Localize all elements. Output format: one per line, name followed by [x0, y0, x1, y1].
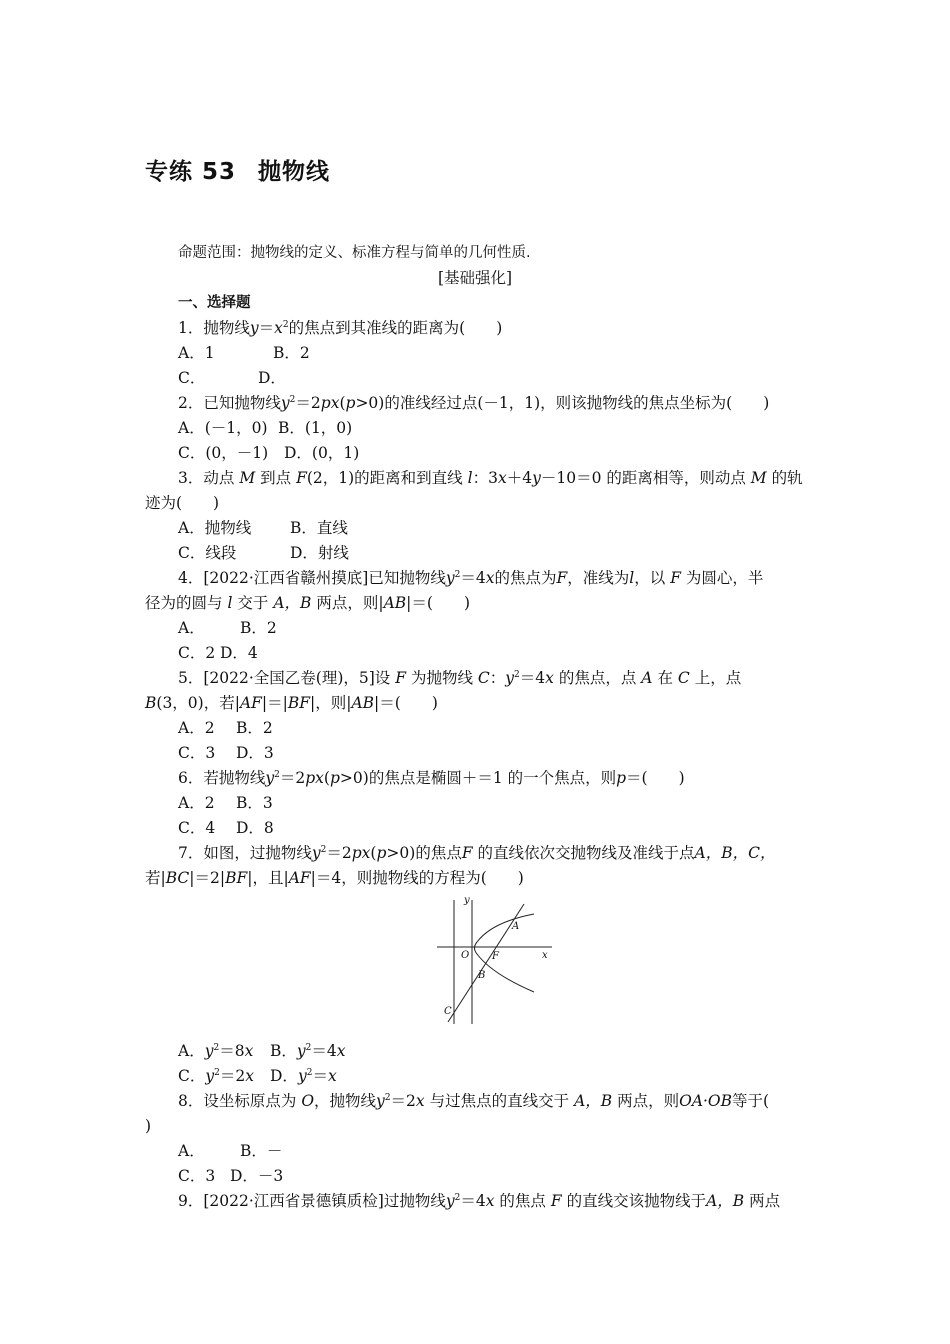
q8-options-ab: A． B．－ — [178, 1142, 283, 1160]
q7-options-cd: C．$y^2=2x$ D．$y^2=x$ — [178, 1067, 337, 1085]
fig-label-o: O — [461, 950, 470, 961]
q3-options-ab: A．抛物线 B．直线 — [178, 519, 348, 537]
fig-label-f: F — [492, 951, 499, 962]
question-6: 6．若抛物线$y^2=2px(p>0)$的焦点是椭圆＋＝1 的一个焦点，则p＝( ) — [178, 769, 685, 787]
question-2: 2．已知抛物线$y^2=2px(p>0)$的准线经过点(－1，1)，则该抛物线的焦点坐标为( ) — [178, 394, 770, 412]
fig-label-a: A — [512, 921, 520, 932]
question-7-line1: 7．如图，过抛物线$y^2=2px(p>0)$的焦点F 的直线依次交抛物线及准线于点A，B，C， — [178, 844, 776, 862]
section-tag: [基础强化] — [437, 269, 513, 287]
scope-text: 命题范围：抛物线的定义、标准方程与简单的几何性质. — [178, 245, 531, 261]
q3-options-cd: C．线段 D．射线 — [178, 544, 349, 562]
question-3-line2: 迹为( ) — [145, 494, 220, 512]
question-7-line2: 若|BC|＝2|BF|，且|AF|＝4，则抛物线的方程为( ) — [145, 869, 524, 887]
question-1: 1．抛物线$y=x^2$的焦点到其准线的距离为( ) — [178, 319, 503, 337]
question-4-line2: 径为的圆与 l 交于 A，B 两点，则|AB|＝( ) — [145, 594, 470, 612]
q6-options-cd: C．4 D．8 — [178, 819, 274, 837]
q1-options-ab: A．1 B．2 — [178, 344, 310, 362]
parabola-figure — [432, 892, 557, 1027]
q4-options-ab: A． B．2 — [178, 619, 277, 637]
q5-options-cd: C．3 D．3 — [178, 744, 274, 762]
q5-options-ab: A．2 B．2 — [178, 719, 273, 737]
fig-label-y: y — [464, 895, 470, 906]
q7-options-ab: A．$y^2=8x$ B．$y^2=4x$ — [178, 1042, 346, 1060]
question-8-line1: 8．设坐标原点为 O，抛物线$y^2=2x$ 与过焦点的直线交于 A，B 两点，则OA·OB等于( — [178, 1092, 770, 1110]
question-5-line2: B(3，0)，若|AF|＝|BF|，则|AB|＝( ) — [145, 694, 438, 712]
page-title: 专练 53 抛物线 — [145, 159, 331, 185]
q6-options-ab: A．2 B．3 — [178, 794, 273, 812]
q1-options-cd: C． D． — [178, 369, 286, 387]
question-5-line1: 5．[2022·全国乙卷(理)，5]设 F 为抛物线 C：$y^2=4x$ 的焦点，点 A 在 C 上，点 — [178, 669, 742, 687]
question-4-line1: 4．[2022·江西省赣州摸底]已知抛物线$y^2=4x$的焦点为F，准线为l，以 F 为圆心，半 — [178, 569, 764, 587]
question-9-line1: 9．[2022·江西省景德镇质检]过抛物线$y^2=4x$ 的焦点 F 的直线交该抛物线于A，B 两点 — [178, 1192, 781, 1210]
q2-options-ab: A．(－1，0) B．(1，0) — [178, 419, 353, 437]
q8-options-cd: C．3 D．－3 — [178, 1167, 284, 1185]
fig-label-x: x — [542, 950, 548, 961]
question-8-line2: ) — [145, 1117, 152, 1135]
question-3-line1: 3．动点 M 到点 F(2，1)的距离和到直线 l：3x＋4y－10＝0 的距离相等，则动点 M 的轨 — [178, 469, 803, 487]
fig-label-c: C — [444, 1006, 452, 1017]
section-heading: 一、选择题 — [178, 295, 251, 311]
q2-options-cd: C．(0，－1) D．(0，1) — [178, 444, 360, 462]
fig-label-b: B — [478, 970, 486, 981]
q4-options-cd: C．2 D．4 — [178, 644, 258, 662]
